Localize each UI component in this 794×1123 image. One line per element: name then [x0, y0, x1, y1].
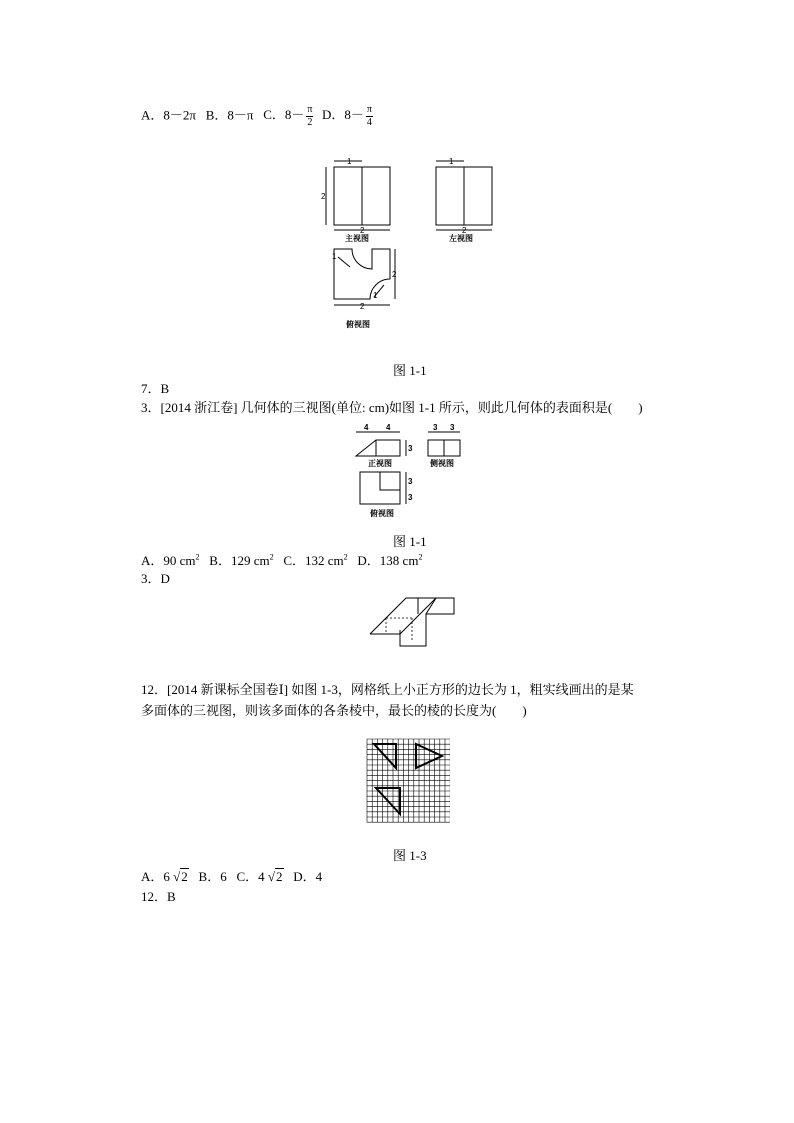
- q3-stem: 3．[2014 浙江卷] 几何体的三视图(单位: cm)如图 1-1 所示，则此几何体的表面积是( ): [141, 400, 643, 415]
- q7-front-left-label: 2: [321, 192, 326, 201]
- q7-option-a: A．8－2π: [141, 107, 196, 123]
- q12-grid: [367, 739, 450, 822]
- q7-answer: 7．B: [141, 381, 170, 396]
- q7-option-d: D．8－ $\frac{\pi}{4}$: [321, 104, 372, 128]
- q7-options: [141, 104, 375, 129]
- q3-front-width1-label: 4: [364, 423, 369, 432]
- q12-answer: 12．B: [141, 889, 176, 904]
- q3-option-d: D．138 $cm^2$: [357, 552, 423, 568]
- q12-option-b: B．6: [198, 869, 227, 884]
- q3-answer: 3．D: [141, 571, 170, 586]
- q3-three-view-figure: [350, 422, 480, 520]
- q12-grid-figure: [366, 738, 450, 824]
- q3-figure-caption: 图 1-1: [393, 534, 427, 549]
- q7-top-radius1-label: 1: [332, 252, 337, 261]
- q12-options: [141, 866, 322, 885]
- q7-top-radius2-label: 1: [373, 291, 378, 300]
- q12-option-d: D．4: [293, 869, 323, 884]
- q7-front-caption: 主视图: [345, 234, 369, 243]
- q3-front-view-shape: [356, 440, 400, 456]
- q7-front-bottom-label: 2: [360, 226, 365, 235]
- q7-figure-caption: 图 1-1: [393, 363, 427, 378]
- q3-option-b: B．129 $cm^2$: [209, 552, 274, 568]
- q3-side-caption: 侧视图: [430, 459, 454, 468]
- q3-side-width1-label: 3: [433, 423, 438, 432]
- q3-top-caption: 俯视图: [370, 509, 394, 518]
- q3-top-height2-label: 3: [408, 493, 413, 502]
- q12-option-c: C．4 √2: [236, 869, 283, 884]
- q7-option-b: B．8－π: [205, 107, 254, 123]
- q3-option-c: C．132 $cm^2$: [283, 552, 348, 568]
- q12-stem-line1: 12．[2014 新课标全国卷Ⅰ] 如图 1-3，网格纸上小正方形的边长为 1，粗实线画出的是某: [141, 682, 634, 697]
- q7-three-view-figure: [320, 155, 510, 335]
- q7-side-top-label: 1: [449, 157, 454, 166]
- q12-stem-line2: 多面体的三视图，则该多面体的各条棱中，最长的棱的长度为( ): [141, 703, 527, 718]
- q7-top-right-label: 2: [392, 270, 397, 279]
- q7-top-caption: 俯视图: [346, 320, 370, 329]
- q3-front-height-label: 3: [408, 444, 413, 453]
- q3-solution-solid: [366, 590, 458, 650]
- q3-front-caption: 正视图: [368, 459, 392, 468]
- q7-side-bottom-label: 2: [462, 226, 467, 235]
- q3-side-width2-label: 3: [450, 423, 455, 432]
- q7-top-bottom-label: 2: [360, 302, 365, 311]
- q7-front-top-label: 1: [347, 157, 352, 166]
- q3-front-width2-label: 4: [386, 423, 391, 432]
- q3-options: [141, 550, 422, 569]
- q3-option-a: A．90 $cm^2$: [141, 552, 200, 568]
- q12-side-view-shape: [416, 744, 442, 768]
- q7-side-caption: 左视图: [449, 234, 473, 243]
- q3-top-height1-label: 3: [408, 477, 413, 486]
- q12-figure-caption: 图 1-3: [393, 848, 427, 863]
- q7-top-view-shape: [334, 249, 390, 299]
- q7-option-c: C．8－ $\frac{\pi}{2}$: [263, 104, 313, 128]
- q12-option-a: A．6 √2: [141, 869, 188, 884]
